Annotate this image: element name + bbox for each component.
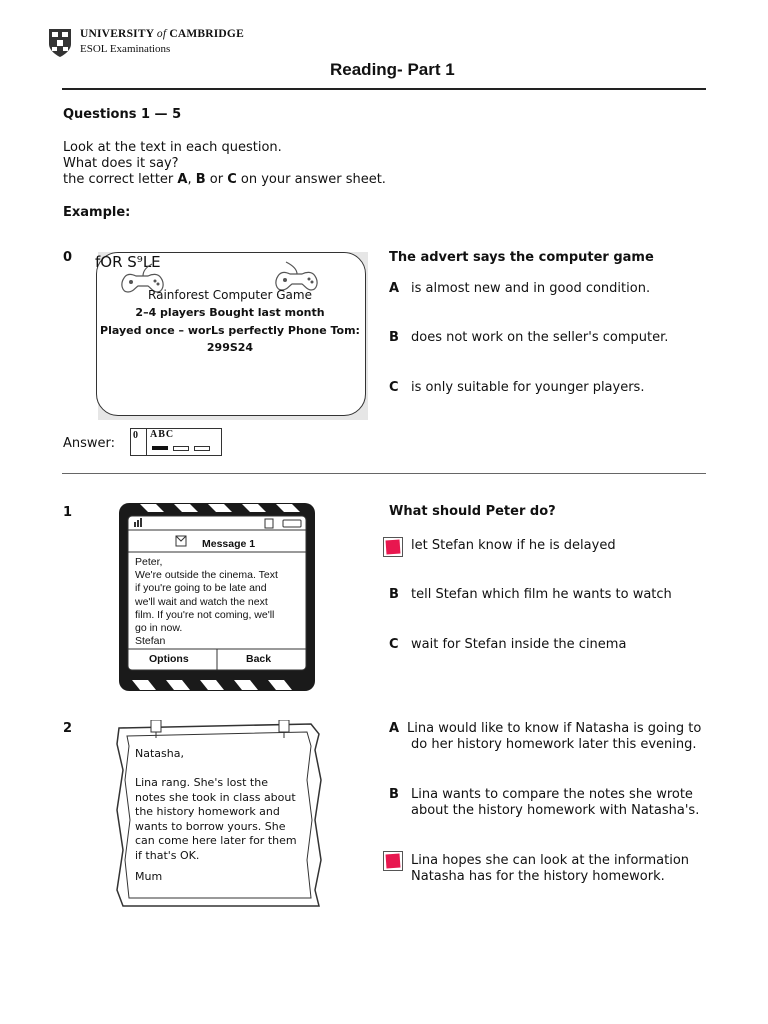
answer-letters: ABC: [150, 429, 175, 440]
question-1-number: 1: [63, 505, 73, 520]
example-option-a: A is almost new and in good condition.: [389, 281, 651, 296]
q2-option-b: B Lina wants to compare the notes she wrote about the history homework with Natasha's.: [389, 787, 700, 818]
advert-line: 2–4 players Bought last month: [135, 306, 325, 319]
phone-options-button: Options: [149, 653, 189, 665]
phone-back-button: Back: [246, 653, 272, 665]
note-text: Natasha, Lina rang. She's lost the notes she took in class about the history homework and wants to borrow yours. She can come here later for them if that's OK. Mum: [135, 747, 297, 883]
advert-heading: fOR S⁹LE: [95, 253, 161, 271]
example-heading: Example:: [63, 205, 131, 220]
page-title: Reading- Part 1: [330, 60, 455, 79]
phone-message-body: Peter, We're outside the cinema. Text if you're going to be late and we'll wait and watch the next film. If you're not coming, we'll go in now. Stefan: [135, 556, 278, 648]
q1-option-c: C wait for Stefan inside the cinema: [389, 637, 627, 652]
example-number: 0: [63, 250, 73, 265]
university-name: UNIVERSITY of CAMBRIDGE: [80, 28, 244, 40]
example-option-b: B does not work on the seller's computer.: [389, 330, 669, 345]
answer-mark-c: [194, 446, 210, 451]
q1-option-b: B tell Stefan which film he wants to watch: [389, 587, 672, 602]
answer-mark-fill: [386, 540, 401, 555]
answer-number: 0: [133, 430, 138, 441]
advert-line: Rainforest Computer Game: [148, 288, 312, 302]
esol-label: ESOL Examinations: [80, 43, 171, 55]
title-rule: [62, 88, 706, 90]
answer-label: Answer:: [63, 436, 116, 451]
answer-mark-fill: [386, 854, 401, 869]
answer-mark-a: [152, 446, 168, 450]
question-2-number: 2: [63, 721, 73, 736]
q2-option-a: A Lina would like to know if Natasha is going to do her history homework later this evening.: [389, 721, 702, 752]
example-question: The advert says the computer game: [389, 250, 654, 265]
answer-mark-checkbox[interactable]: [383, 851, 403, 871]
advert-line: Played once – worLs perfectly Phone Tom:: [100, 324, 360, 337]
instructions: Look at the text in each question. What does it say? the correct letter A, B or C on your answer sheet.: [63, 140, 386, 187]
section-divider: [62, 473, 706, 474]
answer-mark-b: [173, 446, 189, 451]
q2-option-c: Lina hopes she can look at the information Natasha has for the history homework.: [411, 853, 690, 884]
questions-heading: Questions 1 — 5: [63, 107, 182, 122]
cambridge-crest-icon: [48, 28, 72, 58]
phone-message-title: Message 1: [202, 538, 256, 550]
answer-box: [130, 428, 222, 456]
example-option-c: C is only suitable for younger players.: [389, 380, 645, 395]
question-1-text: What should Peter do?: [389, 504, 556, 519]
answer-mark-checkbox[interactable]: [383, 537, 403, 557]
advert-line: 299S24: [206, 341, 254, 354]
q1-option-a: let Stefan know if he is delayed: [411, 538, 616, 553]
